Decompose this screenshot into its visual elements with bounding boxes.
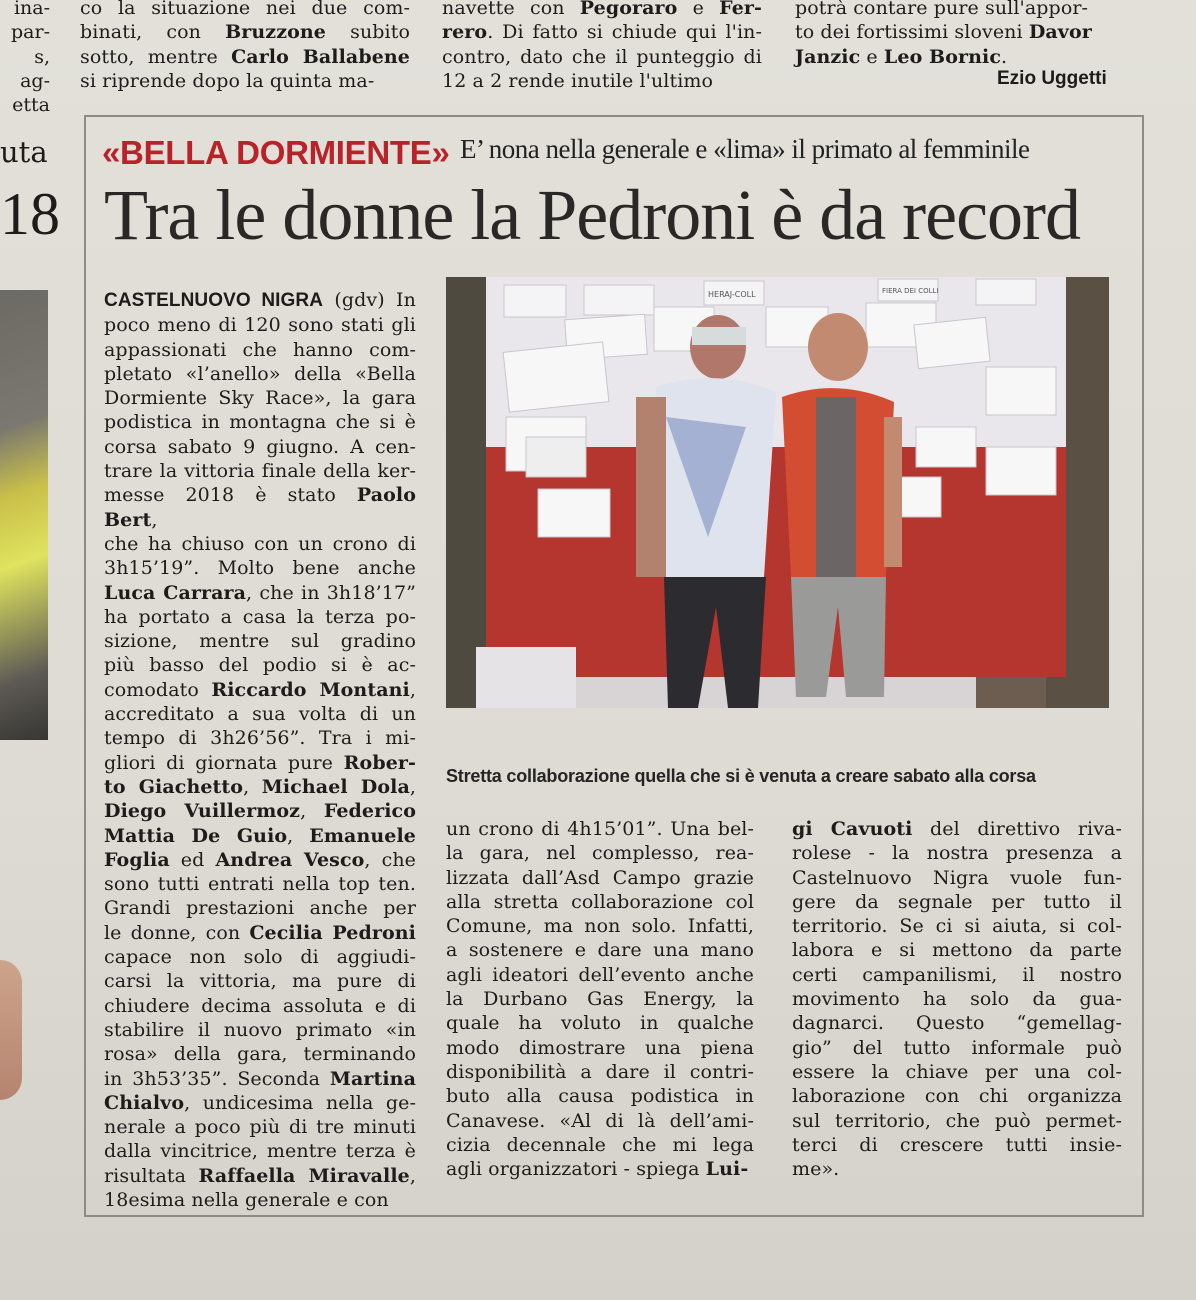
text-line: dagnarci. Questo “gemellag- [792, 1012, 1122, 1035]
text-line: buto alla causa podistica in [446, 1085, 754, 1108]
article-headline: Tra le donne la Pedroni è da record [104, 175, 1081, 255]
fragment-line: par- [11, 21, 50, 44]
text-line: ha portato a casa la terza po- [104, 605, 416, 628]
text-line: sono tutti entrati nella top ten. [104, 873, 416, 896]
text-line: nerale a poco più di tre minuti [104, 1116, 416, 1139]
article-kicker: «BELLA DORMIENTE» [102, 134, 450, 171]
fragment-line: s, ag- [20, 45, 50, 92]
text-line: corsa sabato 9 giugno. A cen- [104, 435, 416, 458]
text-line: rero. Di fatto si chiude qui l'in- [442, 21, 762, 44]
text-line: gio” del tutto informale può [792, 1036, 1122, 1059]
top-article-byline: Ezio Uggetti [997, 68, 1107, 89]
text-line: che ha chiuso con un crono di [104, 532, 416, 555]
text-line: trare la vittoria finale della ker- [104, 460, 416, 483]
text-line: Canavese. «Al di là dell’ami- [446, 1109, 754, 1132]
top-article-column-1 [80, 0, 410, 93]
photo-sign-1: HERAJ-COLL [708, 290, 756, 299]
text-line: un crono di 4h15’01”. Una bel- [446, 818, 754, 840]
photo-illustration [446, 277, 1109, 708]
article-subhead: E’ nona nella generale e «lima» il primato al femminile [460, 134, 1030, 164]
text-line: terci di crescere tutti insie- [792, 1133, 1122, 1156]
fragment-line: etta [12, 94, 50, 117]
text-line: risultata Raffaella Miravalle, [104, 1164, 416, 1187]
top-article-column-3 [795, 0, 1115, 69]
left-column-fragment [0, 0, 50, 117]
text-line: Foglia ed Andrea Vesco, che [104, 848, 417, 871]
text-line: certi campanilismi, il nostro [792, 963, 1122, 986]
top-article-column-2 [442, 0, 762, 93]
text-line: binati, con Bruzzone subito [80, 21, 410, 44]
text-line: cizia decennale che mi lega [446, 1133, 754, 1156]
text-line: Janzic e Leo Bornic. [795, 45, 1008, 68]
text-line: 18esima nella generale e con [104, 1188, 389, 1211]
text-line: sul territorio, che può permet- [792, 1109, 1122, 1132]
text-line: laborazione con chi organizza [792, 1085, 1122, 1108]
text-line: accreditato a sua volta di un [104, 703, 416, 726]
text-line: chiudere decima assoluta e di [104, 994, 416, 1017]
text-line: labora e si mettono da parte [792, 939, 1122, 962]
article-column-1 [104, 288, 416, 1212]
text-line: pletato «l’anello» della «Bella [104, 362, 416, 385]
text-line: a sostenere e dare una mano [446, 939, 754, 962]
text-line: agli ideatori dell’evento anche [446, 963, 754, 986]
text-line: poco meno di 120 sono stati gli [104, 314, 416, 337]
article-column-3 [792, 817, 1122, 1181]
text-line: capace non solo di aggiudi- [104, 946, 416, 969]
photo-caption: Stretta collaborazione quella che si è venuta a creare sabato alla corsa [446, 766, 1036, 786]
text-line: me». [792, 1158, 840, 1181]
text-line: navette con Pegoraro e Fer- [442, 0, 763, 19]
text-line: 12 a 2 rende inutile l'ultimo [442, 69, 714, 92]
text-line: Chialvo, undicesima nella ge- [104, 1091, 416, 1114]
text-line: più basso del podio si è ac- [104, 654, 416, 677]
text-line: gere da segnale per tutto il [792, 890, 1122, 913]
left-photo-fragment [0, 960, 22, 1100]
text-line: Grandi prestazioni anche per [104, 897, 416, 920]
text-line: CASTELNUOVO NIGRA (gdv) In [104, 289, 416, 311]
fragment-line: ina- [13, 0, 50, 19]
text-line: in 3h53’35”. Seconda Martina [104, 1067, 416, 1090]
text-line: essere la chiave per una col- [792, 1060, 1122, 1083]
text-line: sizione, mentre sul gradino [104, 630, 416, 653]
text-line: potrà contare pure sull'appor- [795, 0, 1089, 19]
text-line: sotto, mentre Carlo Ballabene [80, 45, 410, 68]
text-line: carsi la vittoria, ma pure di [104, 970, 416, 993]
text-line: comodato Riccardo Montani, [104, 678, 416, 701]
text-line: rolese - la nostra presenza a [792, 842, 1122, 865]
text-line: Comune, ma non solo. Infatti, [446, 915, 754, 938]
text-line: tempo di 3h26’56”. Tra i mi- [104, 727, 416, 750]
text-line: la Durbano Gas Energy, la [446, 988, 754, 1011]
text-line: Diego Vuillermoz, Federico [104, 800, 416, 823]
text-line: le donne, con Cecilia Pedroni [104, 921, 416, 944]
text-line: podistica in montagna che si è [104, 411, 416, 434]
text-line: to dei fortissimi sloveni Davor [795, 21, 1092, 44]
text-line: quale ha voluto in qualche [446, 1012, 754, 1035]
text-line: Dormiente Sky Race», la gara [104, 387, 416, 410]
article-photo [446, 277, 1109, 708]
text-line: contro, dato che il punteggio di [442, 45, 762, 68]
left-photo-runner [0, 290, 48, 740]
text-line: Mattia De Guio, Emanuele [104, 824, 416, 847]
text-line: stabilire il nuovo primato «in [104, 1018, 416, 1041]
text-line: 3h15’19”. Molto bene anche [104, 557, 416, 580]
left-fragment-uta: uta [0, 135, 48, 169]
text-line: alla stretta collaborazione col [446, 890, 754, 913]
text-line: si riprende dopo la quinta ma- [80, 69, 375, 92]
text-line: Luca Carrara, che in 3h18’17” [104, 581, 416, 604]
left-fragment-18: 18 [0, 181, 60, 247]
text-line: dalla vincitrice, mentre terza è [104, 1140, 416, 1163]
text-line: Castelnuovo Nigra vuole fun- [792, 866, 1122, 889]
text-line: gliori di giornata pure Rober- [104, 751, 416, 774]
text-line: agli organizzatori - spiega Lui- [446, 1158, 749, 1181]
text-line: to Giachetto, Michael Dola, [104, 775, 417, 798]
text-line: lizzata dall’Asd Campo grazie [446, 866, 754, 889]
text-line: messe 2018 è stato Paolo Bert, [104, 484, 416, 531]
text-line: rosa» della gara, terminando [104, 1043, 416, 1066]
article-column-2 [446, 817, 754, 1181]
text-line: modo dimostrare una piena [446, 1036, 754, 1059]
text-line: territorio. Se ci si aiuta, si col- [792, 915, 1122, 938]
text-line: co la situazione nei due com- [80, 0, 410, 19]
text-line: appassionati che hanno com- [104, 338, 416, 361]
text-line: movimento ha solo da gua- [792, 988, 1122, 1011]
text-line: disponibilità a dare il contri- [446, 1060, 754, 1083]
text-line: la gara, nel complesso, rea- [446, 842, 754, 865]
text-line: gi Cavuoti del direttivo riva- [792, 818, 1122, 840]
photo-sign-2: FIERA DEI COLLI [882, 287, 939, 295]
